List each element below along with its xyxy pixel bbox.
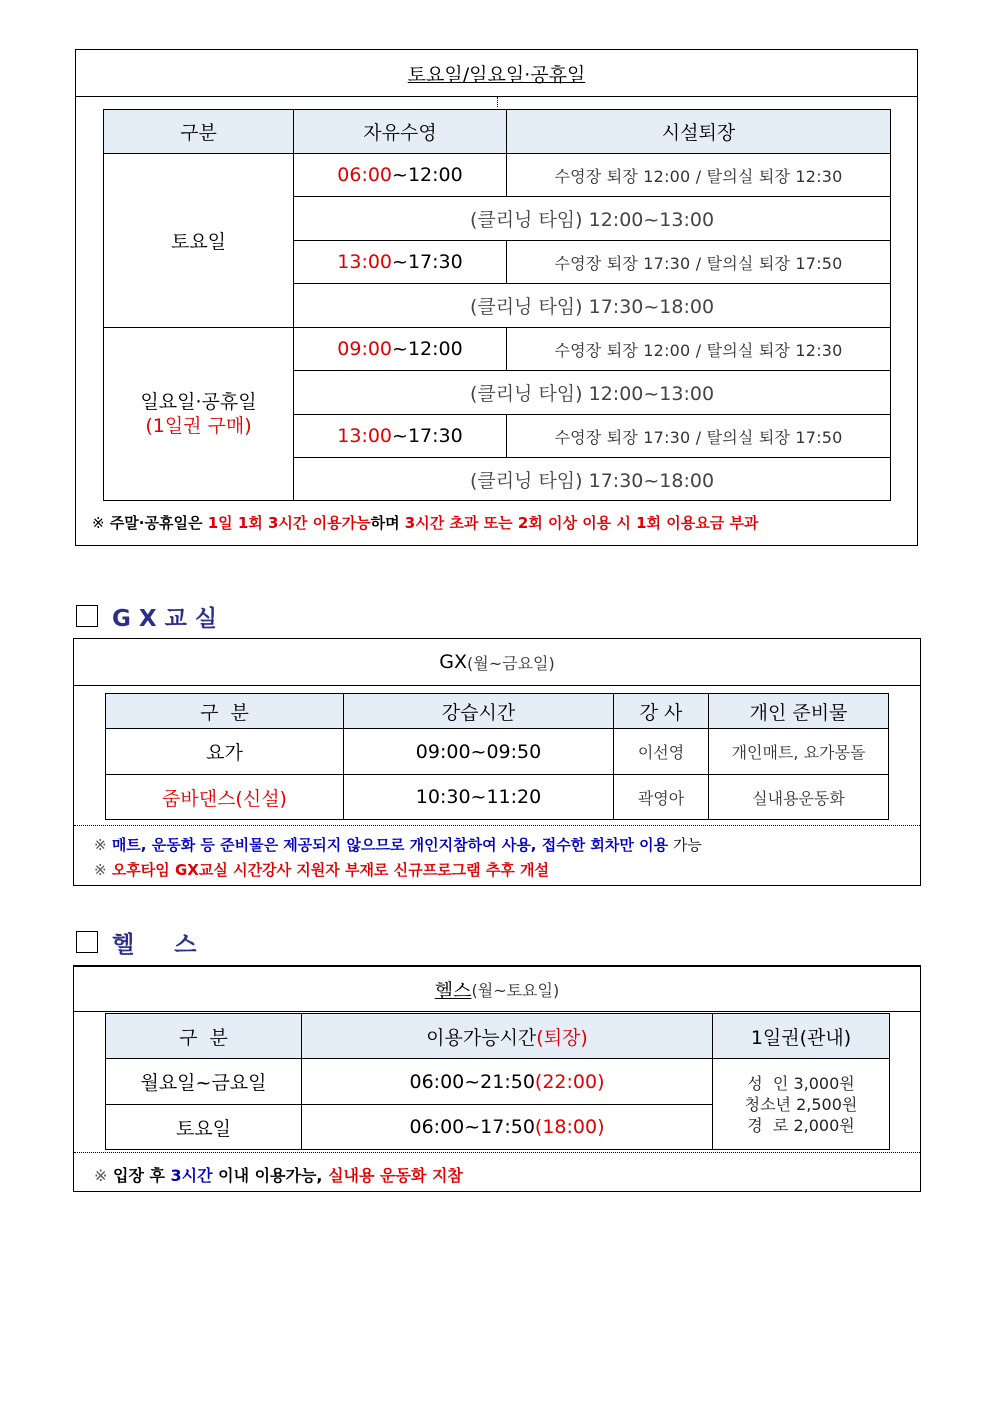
cleaning-time: (클리닝 타임) 12:00~13:00: [294, 197, 891, 241]
note-text: 가능: [668, 836, 702, 854]
note-text: 입장 후: [112, 1166, 171, 1185]
header-highlight: (퇴장): [536, 1026, 588, 1049]
price-row: [713, 1094, 889, 1115]
exit-time: (18:00): [534, 1116, 605, 1138]
gx-title: [74, 639, 920, 686]
health-section-heading: [76, 927, 196, 957]
health-table: [105, 1013, 890, 1150]
price-type: 경 로: [747, 1115, 789, 1135]
end-time: ~17:30: [392, 251, 463, 273]
note-mark: ※: [94, 861, 107, 879]
time-text: 06:00~21:50: [409, 1070, 535, 1093]
swim-time: [294, 241, 507, 284]
price-row: [713, 1073, 889, 1094]
swim-time: [294, 154, 507, 197]
weekend-pool-title-text: 토요일/일요일·공휴일: [407, 63, 586, 86]
note-text: 이내 이용가능,: [212, 1166, 329, 1185]
dotted-divider: [74, 825, 920, 826]
cleaning-time: (클리닝 타임) 17:30~18:00: [294, 458, 891, 501]
exit-time: 수영장 퇴장 17:30 / 탈의실 퇴장 17:50: [507, 241, 891, 284]
header-free-swim: 자유수영: [294, 110, 507, 154]
note-highlight: 1일 1회 3시간 이용가능: [207, 514, 371, 532]
exit-time: 수영장 퇴장 12:00 / 탈의실 퇴장 12:30: [507, 328, 891, 371]
personal-items: 실내용운동화: [709, 775, 889, 820]
note-mark: ※: [92, 514, 105, 532]
weekend-pool-panel: [75, 49, 918, 546]
price-type: 청소년: [744, 1094, 791, 1114]
price-value: 2,000원: [793, 1115, 855, 1135]
note-text: 하며: [370, 514, 405, 532]
header-category: 구분: [104, 110, 294, 154]
personal-items: 개인매트, 요가몽돌: [709, 729, 889, 775]
gx-section-heading: [76, 601, 217, 631]
table-row: [106, 775, 889, 820]
note-text: 주말·공휴일은: [109, 514, 208, 532]
exit-time: 수영장 퇴장 17:30 / 탈의실 퇴장 17:50: [507, 415, 891, 458]
cleaning-time: (클리닝 타임) 17:30~18:00: [294, 284, 891, 328]
weekend-pool-title: [76, 50, 917, 97]
available-time: [302, 1105, 713, 1150]
class-name: 요가: [106, 729, 344, 775]
group-label-sunday-holiday: [104, 328, 294, 501]
instructor: 곽영아: [614, 775, 709, 820]
header-personal-items: 개인 준비물: [709, 694, 889, 729]
gx-note-1: [94, 834, 702, 855]
group-label-saturday: [104, 154, 294, 328]
note-mark: ※: [94, 836, 107, 854]
gx-note-2: [94, 859, 549, 880]
header-day-pass: 1일권(관내): [713, 1014, 890, 1059]
table-row: [106, 1059, 890, 1105]
group-label-text: 일요일·공휴일: [140, 391, 257, 413]
gx-section-title: G X 교 실: [112, 605, 218, 632]
note-mark: ※: [94, 1166, 108, 1185]
gx-title-paren: (월~금요일): [467, 653, 555, 673]
table-row: [104, 328, 891, 371]
gx-table: [105, 693, 889, 820]
gx-title-main: GX: [439, 651, 468, 673]
price-value: 2,500원: [796, 1094, 858, 1114]
header-facility-exit: 시설퇴장: [507, 110, 891, 154]
note-highlight: 오후타임 GX교실 시간강사 지원자 부재로 신규프로그램 추후 개설: [111, 861, 549, 879]
header-instructor: 강 사: [614, 694, 709, 729]
health-title: [74, 967, 920, 1012]
header-class-time: 강습시간: [344, 694, 614, 729]
price-list: [713, 1059, 890, 1150]
header-text: 이용가능시간: [426, 1026, 537, 1049]
end-time: ~12:00: [392, 338, 463, 360]
swim-time: [294, 328, 507, 371]
start-time: 06:00: [337, 164, 393, 186]
start-time: 09:00: [337, 338, 393, 360]
center-dotted-guide: [497, 97, 498, 107]
day-label: 월요일~금요일: [106, 1059, 302, 1105]
end-time: ~12:00: [392, 164, 463, 186]
class-time: 10:30~11:20: [344, 775, 614, 820]
available-time: [302, 1059, 713, 1105]
health-title-main: 헬스: [434, 979, 472, 1002]
header-category: 구 분: [106, 694, 344, 729]
price-row: [713, 1115, 889, 1136]
header-available-time: [302, 1014, 713, 1059]
health-panel: [73, 965, 921, 1192]
gx-panel: [73, 638, 921, 886]
note-highlight: 3시간: [170, 1166, 213, 1185]
class-name: 줌바댄스(신설): [106, 775, 344, 820]
price-value: 3,000원: [793, 1073, 855, 1093]
swim-time: [294, 415, 507, 458]
weekend-pool-table: [103, 109, 891, 501]
table-row: [104, 154, 891, 197]
exit-time: (22:00): [534, 1070, 605, 1093]
health-title-paren: (월~토요일): [471, 980, 560, 1000]
note-highlight: 3시간 초과 또는 2회 이상 이용 시 1회 이용요금 부과: [404, 514, 759, 532]
price-type: 성 인: [747, 1073, 789, 1093]
health-note: [94, 1163, 463, 1186]
class-time: 09:00~09:50: [344, 729, 614, 775]
note-highlight: 매트, 운동화 등 준비물은 제공되지 않으므로 개인지참하여 사용, 접수한 회차만 이용: [111, 836, 669, 854]
dotted-divider: [74, 1152, 920, 1153]
health-section-title: 헬 스: [112, 931, 197, 958]
exit-time: 수영장 퇴장 12:00 / 탈의실 퇴장 12:30: [507, 154, 891, 197]
group-label-text: 토요일: [170, 231, 227, 253]
table-row: [106, 729, 889, 775]
cleaning-time: (클리닝 타임) 12:00~13:00: [294, 371, 891, 415]
header-category: 구 분: [106, 1014, 302, 1059]
start-time: 13:00: [337, 425, 393, 447]
day-label: 토요일: [106, 1105, 302, 1150]
group-sublabel-text: (1일권 구매): [145, 415, 252, 437]
checkbox-square-icon: [76, 605, 98, 627]
instructor: 이선영: [614, 729, 709, 775]
weekend-pool-note: [92, 512, 758, 533]
note-highlight: 실내용 운동화 지참: [328, 1166, 463, 1185]
start-time: 13:00: [337, 251, 393, 273]
time-text: 06:00~17:50: [409, 1116, 535, 1138]
end-time: ~17:30: [392, 425, 463, 447]
checkbox-square-icon: [76, 931, 98, 953]
